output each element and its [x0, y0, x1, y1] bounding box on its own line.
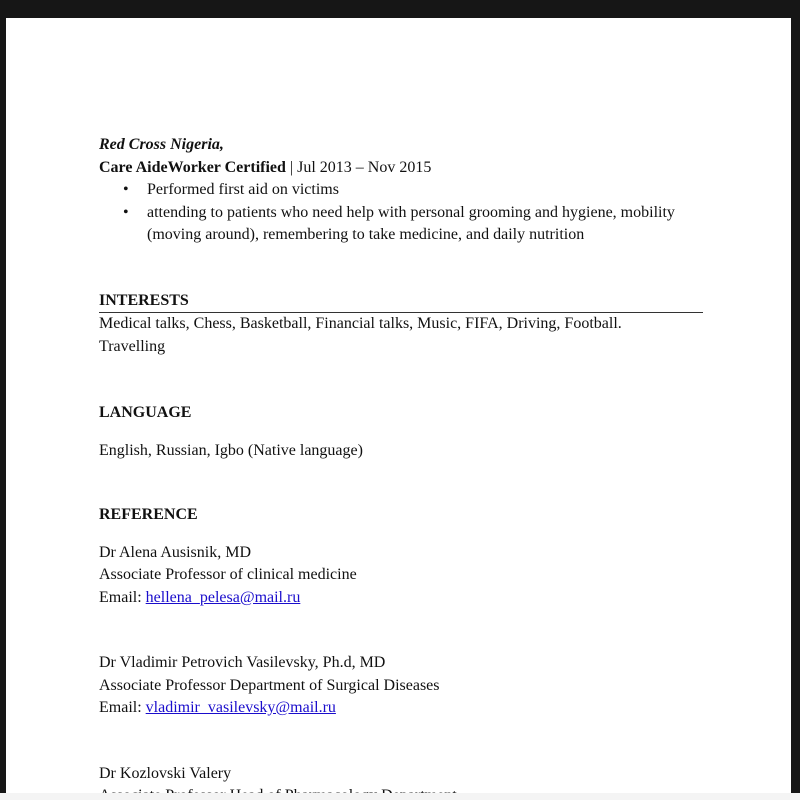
- reference-name: Dr Alena Ausisnik, MD: [99, 543, 251, 561]
- viewer-bottom-edge: [0, 793, 800, 800]
- list-item: [99, 202, 703, 225]
- reference-email-link[interactable]: vladimir_vasilevsky@mail.ru: [145, 699, 336, 716]
- experience-bullet-list: [99, 179, 703, 247]
- reference-name: Dr Kozlovski Valery: [99, 764, 232, 782]
- experience-role-line: [99, 157, 703, 180]
- list-item: [99, 179, 703, 202]
- bullet-text-continuation: (moving around), remembering to take medicine, and daily nutrition: [147, 226, 585, 243]
- reference-title: Associate Professor of clinical medicine: [99, 566, 357, 583]
- email-label: Email:: [99, 588, 146, 606]
- viewer-top-border: [0, 0, 800, 18]
- reference-email-line: [99, 587, 703, 610]
- reference-email-link[interactable]: hellena_pelesa@mail.ru: [145, 588, 301, 606]
- list-item: [99, 224, 703, 247]
- interests-text-continued: Travelling: [99, 337, 166, 355]
- interests-heading: INTERESTS: [99, 291, 189, 309]
- reference-name: Dr Vladimir Petrovich Vasilevsky, Ph.d, MD: [99, 654, 386, 671]
- language-heading: LANGUAGE: [99, 404, 192, 421]
- bullet-icon: •: [123, 181, 129, 198]
- resume-page: [99, 134, 703, 800]
- email-label: Email:: [99, 699, 146, 716]
- experience-dates: Jul 2013 – Nov 2015: [297, 158, 432, 176]
- language-text: English, Russian, Igbo (Native language): [99, 441, 363, 459]
- reference-entry: [99, 652, 703, 720]
- reference-email-line: [99, 697, 703, 720]
- reference-title: Associate Professor Department of Surgical Diseases: [99, 676, 440, 694]
- bullet-text: Performed first aid on victims: [147, 181, 339, 198]
- interests-text: Medical talks, Chess, Basketball, Financial talks, Music, FIFA, Driving, Football.: [99, 315, 622, 332]
- viewer-left-border: [0, 0, 6, 800]
- viewer-right-border: [791, 0, 800, 800]
- bullet-icon: •: [123, 203, 129, 221]
- experience-separator: |: [285, 158, 298, 176]
- reference-heading: REFERENCE: [99, 506, 198, 523]
- experience-organization: Red Cross Nigeria,: [99, 136, 224, 153]
- bullet-text: attending to patients who need help with personal grooming and hygiene, mobility: [147, 203, 675, 221]
- reference-entry: [99, 542, 703, 610]
- experience-role: Care AideWorker Certified: [99, 158, 286, 176]
